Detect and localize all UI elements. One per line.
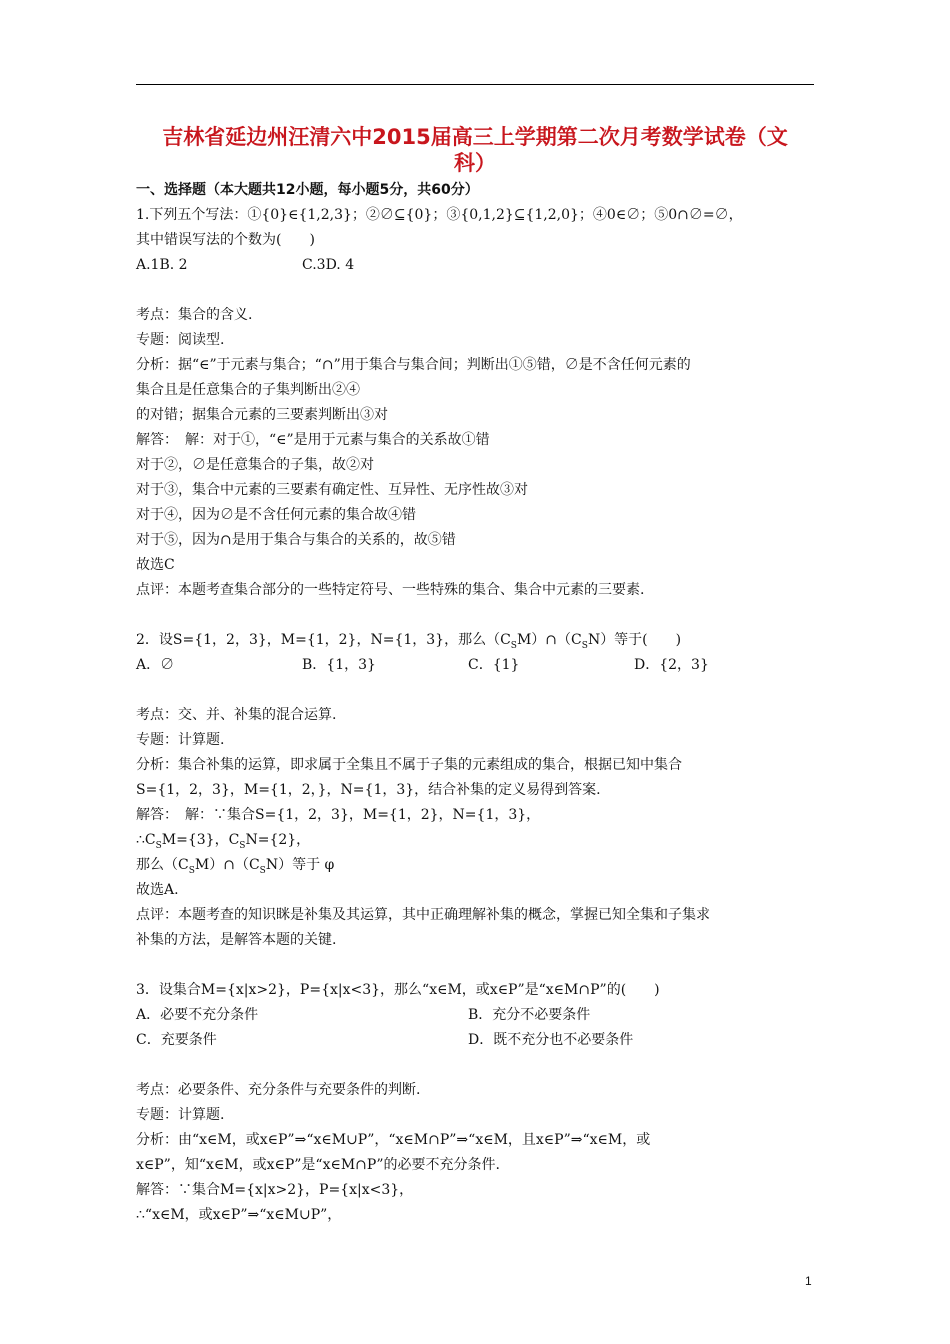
q2-jieda-2: $\therefore C_SM=\{3\}$，$C_SN=\{2\}$，	[136, 832, 311, 851]
q1-dianping: 点评：本题考查集合部分的一些特定符号、一些特殊的集合、集合中元素的三要素.	[136, 582, 645, 598]
q2-stem: 2．设S={1，2，3}，M={1，2}，N={1，3}，那么$(C_SM)\cap(C_SN)$等于( )	[136, 632, 682, 651]
q2-option-a: A．∅	[136, 657, 175, 673]
page-number: 1	[805, 1274, 812, 1288]
complement-symbol: C	[500, 632, 511, 648]
title-line-1: 吉林省延边州汪清六中2015届高三上学期第二次月考数学试卷（文	[162, 125, 788, 149]
document-title	[136, 124, 814, 176]
q3-zhuanti: 专题：计算题.	[136, 1107, 225, 1123]
q3-kaodian: 考点：必要条件、充分条件与充要条件的判断.	[136, 1082, 421, 1098]
q2-fenxi-1: 分析：集合补集的运算，即求属于全集且不属于子集的元素组成的集合，根据已知中集合	[136, 757, 682, 773]
q2-kaodian: 考点：交、并、补集的混合运算.	[136, 707, 337, 723]
header-rule	[136, 84, 814, 85]
q1-jieda-5: 对于⑤，因为∩是用于集合与集合的关系的，故⑤错	[136, 532, 456, 548]
q1-option-cd: C.3D. 4	[302, 257, 355, 273]
q3-stem: 3．设集合M={x|x>2}，P={x|x<3}，那么“x∈M，或x∈P”是“x∈M∩P”的( )	[136, 982, 660, 998]
complement-symbol: C	[571, 632, 582, 648]
q1-stem-line-2: 其中错误写法的个数为( )	[136, 232, 315, 248]
q2-zhuanti: 专题：计算题.	[136, 732, 225, 748]
q1-options	[136, 253, 826, 278]
q3-option-d: D．既不充分也不必要条件	[468, 1032, 634, 1048]
q1-option-ab: A.1B. 2	[136, 257, 188, 273]
q1-kaodian: 考点：集合的含义.	[136, 307, 253, 323]
q1-jieda-6: 故选C	[136, 557, 175, 573]
q1-jieda-3: 对于③，集合中元素的三要素有确定性、互异性、无序性故③对	[136, 482, 528, 498]
q2-jieda-1: 解答： 解：∵集合S={1，2，3}，M={1，2}，N={1，3}，	[136, 807, 541, 823]
title-line-2: 科）	[454, 151, 496, 175]
document-body	[136, 178, 826, 1228]
q1-jieda-2: 对于②，∅是任意集合的子集，故②对	[136, 457, 374, 473]
q3-option-b: B．充分不必要条件	[468, 1007, 591, 1023]
q1-fenxi-3: 的对错；据集合元素的三要素判断出③对	[136, 407, 388, 423]
q3-jieda-1: 解答：∵集合M={x|x>2}，P={x|x<3}，	[136, 1182, 414, 1198]
q3-fenxi-1: 分析：由“x∈M，或x∈P”⇒“x∈M∪P”，“x∈M∩P”⇒“x∈M，且x∈P”⇒“x∈M，或	[136, 1132, 651, 1148]
q1-fenxi-2: 集合且是任意集合的子集判断出②④	[136, 382, 360, 398]
q3-jieda-2: ∴“x∈M，或x∈P”⇒“x∈M∪P”，	[136, 1207, 342, 1223]
q3-option-c: C．充要条件	[136, 1032, 217, 1048]
q2-option-b: B．{1，3}	[302, 657, 376, 673]
q2-options	[136, 653, 826, 678]
q1-jieda-1: 解答： 解：对于①，“∈”是用于元素与集合的关系故①错	[136, 432, 490, 448]
q3-options-row-2	[136, 1028, 826, 1053]
q1-jieda-4: 对于④，因为∅是不含任何元素的集合故④错	[136, 507, 416, 523]
q2-fenxi-2: S={1，2，3}，M={1，2，}，N={1，3}，结合补集的定义易得到答案.	[136, 782, 601, 798]
q2-dianping-2: 补集的方法，是解答本题的关键.	[136, 932, 337, 948]
q2-jieda-3: 那么$(C_SM)\cap(C_SN)$等于 φ	[136, 857, 335, 876]
q1-stem-line-1: 1.下列五个写法：①{0}∈{1,2,3}；②∅⊆{0}；③{0,1,2}⊆{1,2,0}；④0∈∅；⑤0∩∅=∅，	[136, 207, 743, 223]
q2-option-d: D．{2，3}	[634, 657, 709, 673]
q2-dianping-1: 点评：本题考查的知识眯是补集及其运算，其中正确理解补集的概念，掌握已知全集和子集求	[136, 907, 710, 923]
q1-zhuanti: 专题：阅读型.	[136, 332, 225, 348]
q3-fenxi-2: x∈P”，知“x∈M，或x∈P”是“x∈M∩P”的必要不充分条件.	[136, 1157, 500, 1173]
q1-fenxi-1: 分析：据“∈”于元素与集合；“∩”用于集合与集合间；判断出①⑤错，∅是不含任何元素的	[136, 357, 691, 373]
q3-option-a: A．必要不充分条件	[136, 1007, 259, 1023]
section-heading: 一、选择题（本大题共12小题，每小题5分，共60分）	[136, 182, 479, 198]
q2-jieda-4: 故选A.	[136, 882, 179, 898]
q2-option-c: C．{1}	[468, 657, 520, 673]
q3-options-row-1	[136, 1003, 826, 1028]
